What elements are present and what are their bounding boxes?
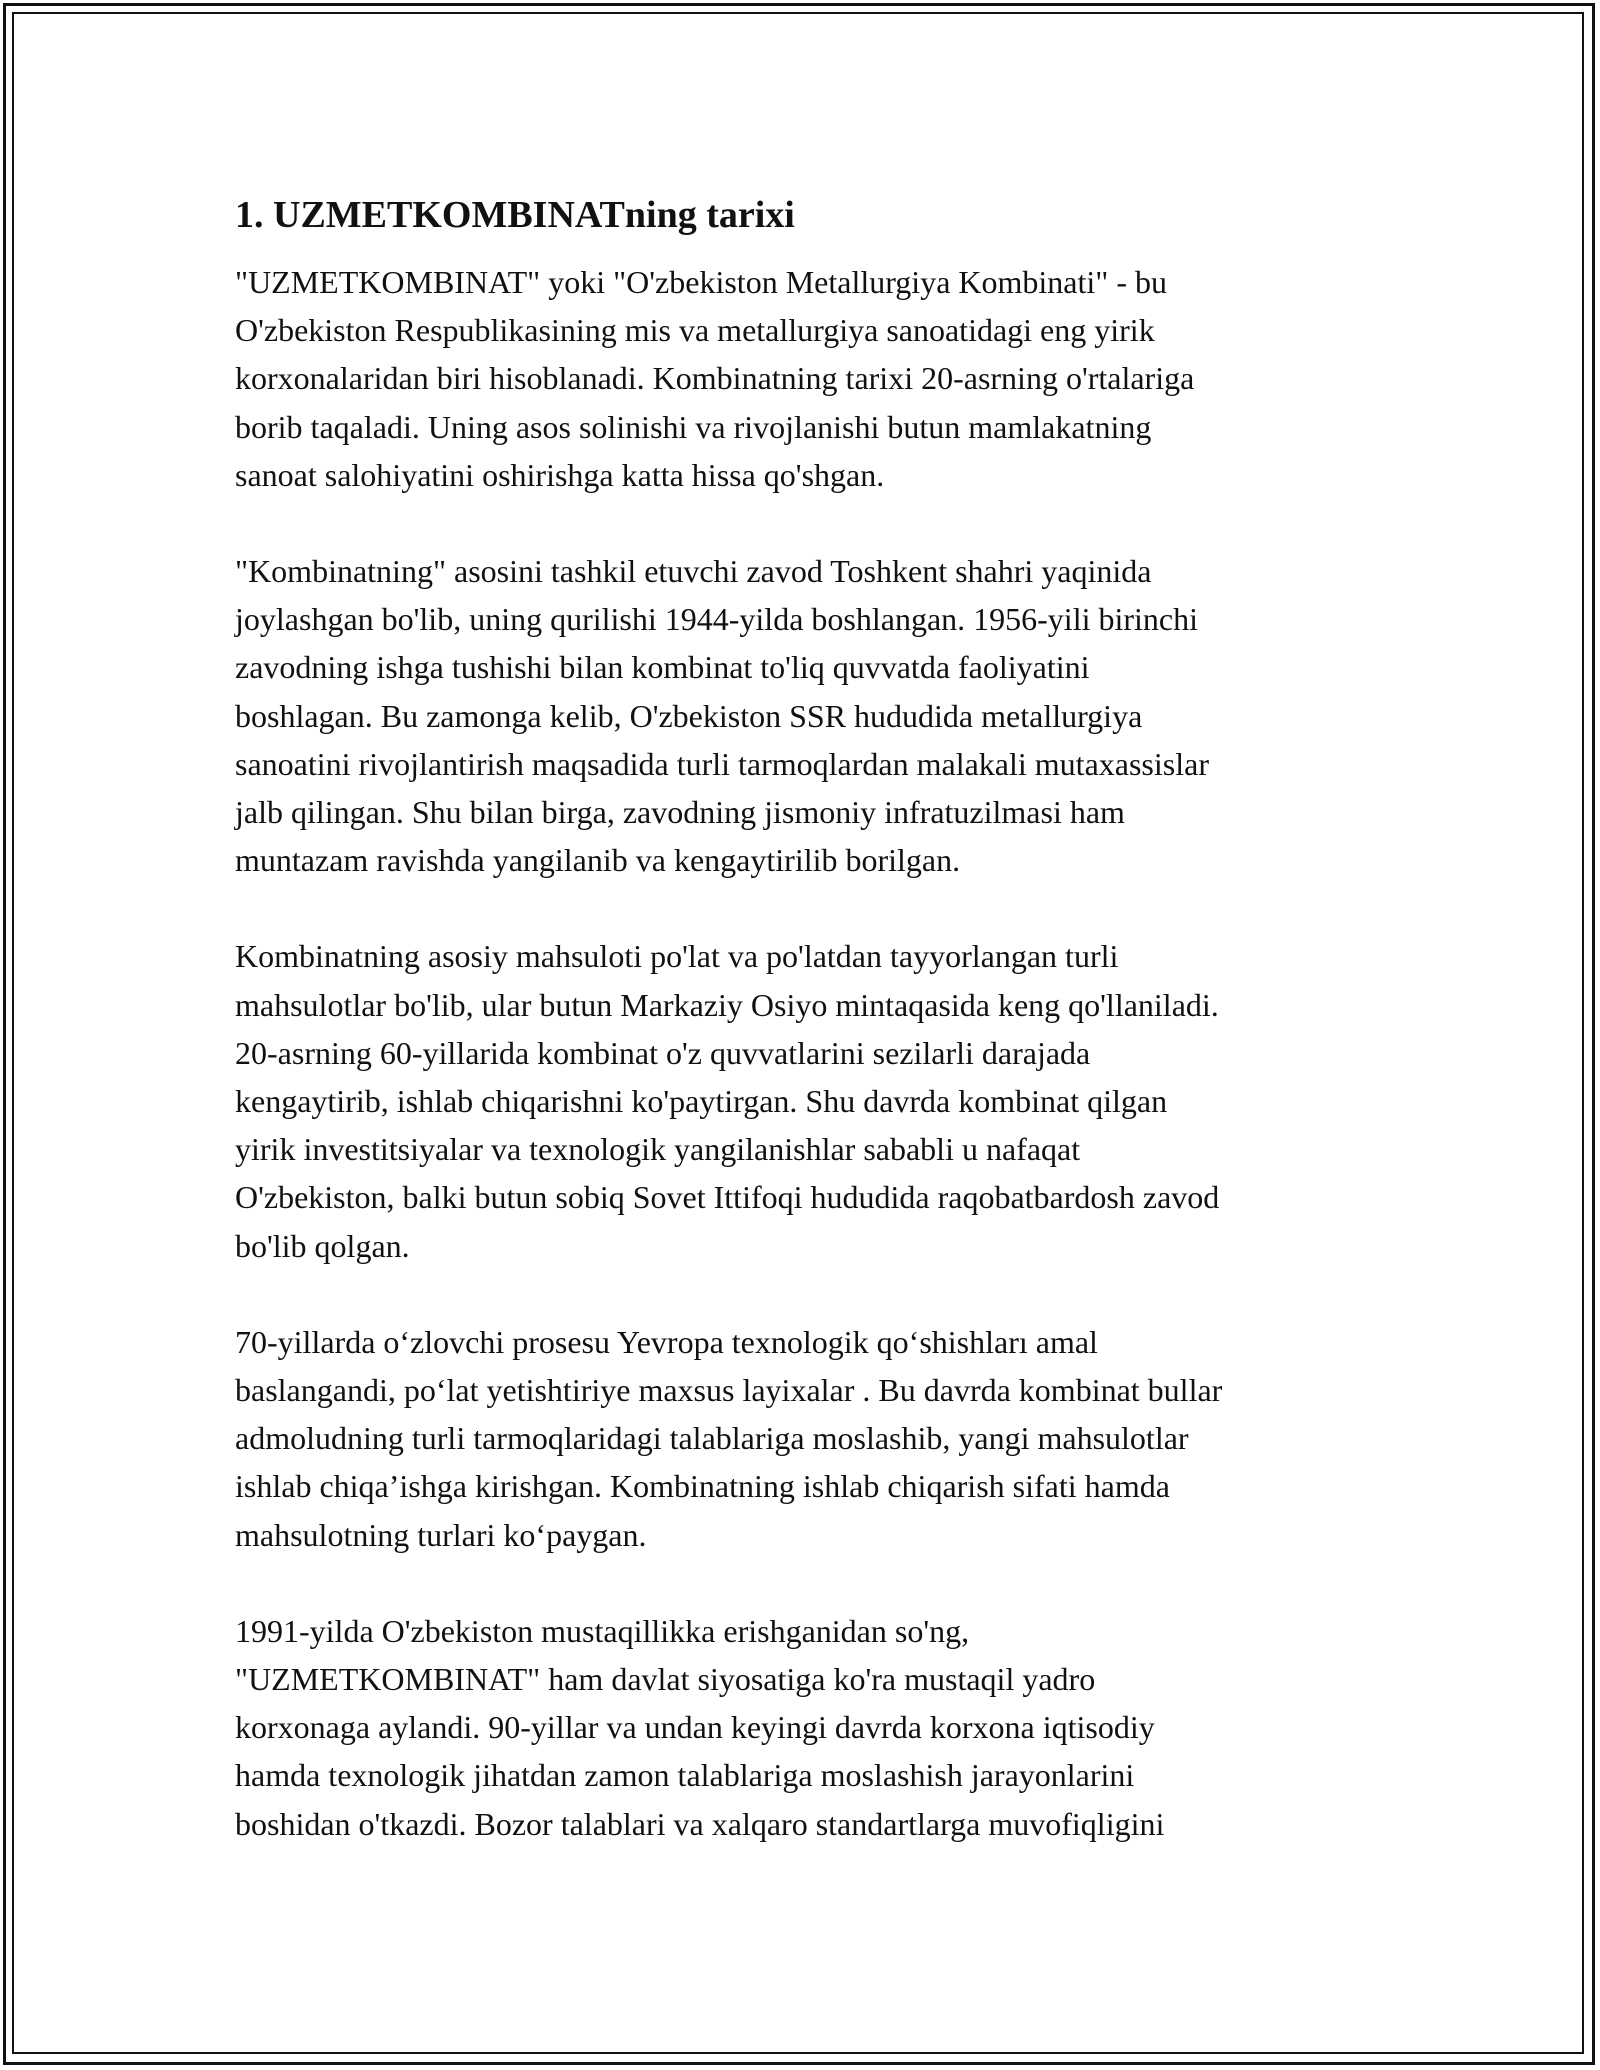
paragraph-1: "UZMETKOMBINAT" yoki "O'zbekiston Metallurgiya Kombinati" - bu O'zbekiston Respublikasining mis va metallurgiya sanoatidagi eng yirik korxonalaridan biri hisoblanadi. Kombinatning tarixi 20-asrning o'rtalariga borib taqaladi. Uning asos solinishi va rivojlanishi butun mamlakatning sanoat salohiyatini oshirishga katta hissa qo'shgan. xyxy=(235,264,1195,493)
paragraph-2: "Kombinatning" asosini tashkil etuvchi zavod Toshkent shahri yaqinida joylashgan bo'lib, uning qurilishi 1944-yilda boshlangan. 1956-yili birinchi zavodning ishga tushishi bilan kombinat to'liq quvvatda faoliyatini boshlagan. Bu zamonga kelib, O'zbekiston SSR hududida metallurgiya sanoatini rivojlantirish maqsadida turli tarmoqlardan malakali mutaxassislar jalb qilingan. Shu bilan birga, zavodning jismoniy infratuzilmasi ham muntazam ravishda yangilanib va kengaytirilib borilgan. xyxy=(235,553,1209,879)
document-body xyxy=(235,190,1375,1896)
paragraph-4: 70-yillarda o‘zlovchi prosesu Yevropa texnologik qo‘shishları amal baslangandi, po‘lat yetishtiriye maxsus layixalar . Bu davrda kombinat bullar admoludning turli tarmoqlaridagi talablariga moslashib, yangi mahsulotlar ishlab chiqa’ishga kirishgan. Kombinatning ishlab chiqarish sifati hamda mahsulotning turlari ko‘paygan. xyxy=(235,1323,1223,1553)
page-title: 1. UZMETKOMBINATning tarixi xyxy=(235,194,795,236)
paragraph-3: Kombinatning asosiy mahsuloti po'lat va po'latdan tayyorlangan turli mahsulotlar bo'lib, ular butun Markaziy Osiyo mintaqasida keng qo'llaniladi. 20-asrning 60-yillarida kombinat o'z quvvatlarini sezilarli darajada kengaytirib, ishlab chiqarishni ko'paytirgan. Shu davrda kombinat qilgan yirik investitsiyalar va texnologik yangilanishlar sababli u nafaqat O'zbekiston, balki butun sobiq Sovet Ittifoqi hududida raqobatbardosh zavod bo'lib qolgan. xyxy=(235,938,1220,1264)
paragraph-5: 1991-yilda O'zbekiston mustaqillikka erishganidan so'ng, "UZMETKOMBINAT" ham davlat siyosatiga ko'ra mustaqil yadro korxonaga aylandi. 90-yillar va undan keyingi davrda korxona iqtisodiy hamda texnologik jihatdan zamon talablariga moslashish jarayonlarini boshidan o'tkazdi. Bozor talablari va xalqaro standartlarga muvofiqligini xyxy=(235,1612,1165,1842)
